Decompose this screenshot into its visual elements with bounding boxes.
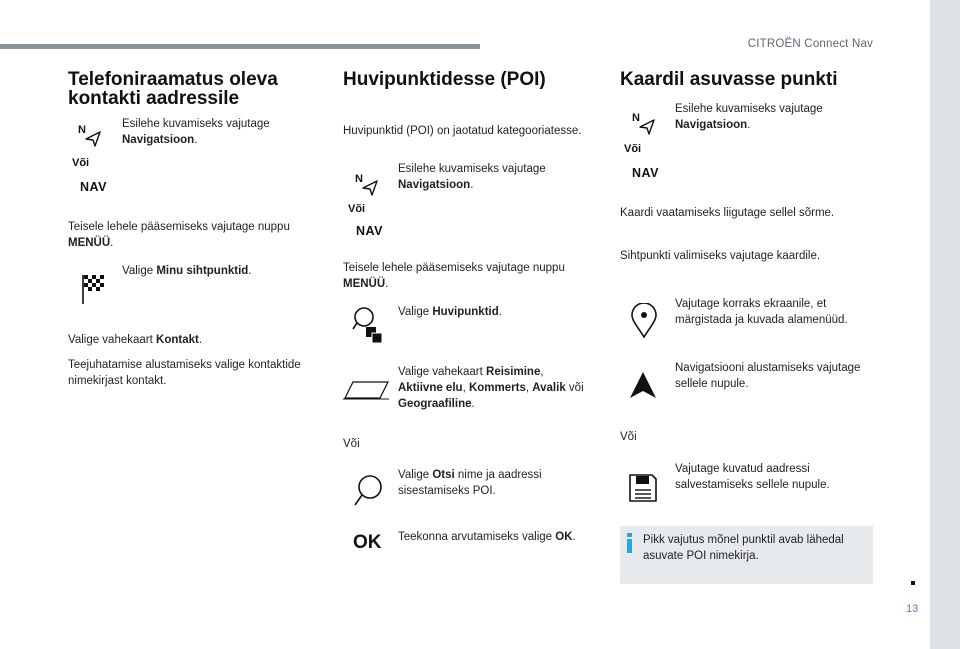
brand-title: CITROËN Connect Nav [747,38,873,50]
save-icon [628,473,658,503]
col2-or-text: Või [343,438,360,450]
col1-title-line1: Telefoniraamatus oleva [68,69,278,90]
col3-title: Kaardil asuvasse punkti [620,69,838,90]
nav-arrow-icon [78,122,102,148]
col2-nav-step: Esilehe kuvamiseks vajutage Navigatsioon. [398,163,546,191]
col1-menu-step: Teisele lehele pääsemiseks vajutage nuppu MENÜÜ. [68,221,290,249]
navigation-arrow-icon [628,370,658,400]
col3-save-step: Vajutage kuvatud aadressi salvestamiseks sellele nupule. [675,463,830,491]
col2-ok-step: Teekonna arvutamiseks valige OK. [398,531,576,543]
page-number: 13 [906,603,919,615]
svg-text:N: N [355,173,363,185]
map-pin-icon [630,303,658,339]
header-bar [0,44,480,49]
col3-pin-step: Vajutage korraks ekraanile, et märgistada ja kuvada alamenüüd. [675,298,848,326]
col2-or-label: Või [348,203,366,215]
info-note-text: Pikk vajutus mõnel punktil avab lähedal asuvate POI nimekirja. [643,534,844,562]
col2-nav-button-label: NAV [356,224,383,238]
col2-search-step: Valige Otsi nime ja aadressi sisestamiseks POI. [398,469,542,497]
col1-title-line2: kontakti aadressile [68,88,240,109]
nav-arrow-icon [632,110,656,136]
svg-text:N: N [632,112,640,124]
col2-tab-step: Valige vahekaart Reisimine, Aktiivne elu, Kommerts, Avalik või Geograafiline. [398,366,584,410]
col1-nav-button-label: NAV [80,180,107,194]
col3-select-step: Sihtpunkti valimiseks vajutage kaardile. [620,250,821,262]
col3-go-step: Navigatsiooni alustamiseks vajutage sellele nupule. [675,362,861,390]
checkered-flag-icon [82,273,104,305]
col1-or-label: Või [72,157,90,169]
col3-or-label: Või [624,143,642,155]
col3-nav-button-label: NAV [632,166,659,180]
page-marker [911,581,915,585]
col3-nav-step: Esilehe kuvamiseks vajutage Navigatsioon. [675,103,823,131]
poi-categories-icon [352,305,386,347]
col1-final-step: Teejuhatamise alustamiseks valige kontaktide nimekirjast kontakt. [68,359,301,387]
col3-slide-step: Kaardi vaatamiseks liigutage sellel sõrme. [620,207,835,219]
col2-menu-step: Teisele lehele pääsemiseks vajutage nuppu MENÜÜ. [343,262,565,290]
col1-nav-step: Esilehe kuvamiseks vajutage Navigatsioon. [122,118,270,146]
col2-title: Huvipunktidesse (POI) [343,69,546,90]
col1-tab-step: Valige vahekaart Kontakt. [68,334,203,346]
search-icon [353,474,383,508]
col1-select-step: Valige Minu sihtpunktid. [122,265,252,277]
col2-intro: Huvipunktid (POI) on jaotatud kategooriatesse. [343,125,582,137]
svg-text:N: N [78,124,86,136]
info-icon [625,533,635,553]
ok-button-label: OK [353,532,382,553]
col3-or-text: Või [620,431,637,443]
side-strip [930,0,960,649]
col2-select-step: Valige Huvipunktid. [398,306,502,318]
nav-arrow-icon [355,171,379,197]
keyboard-field-icon [343,380,389,400]
